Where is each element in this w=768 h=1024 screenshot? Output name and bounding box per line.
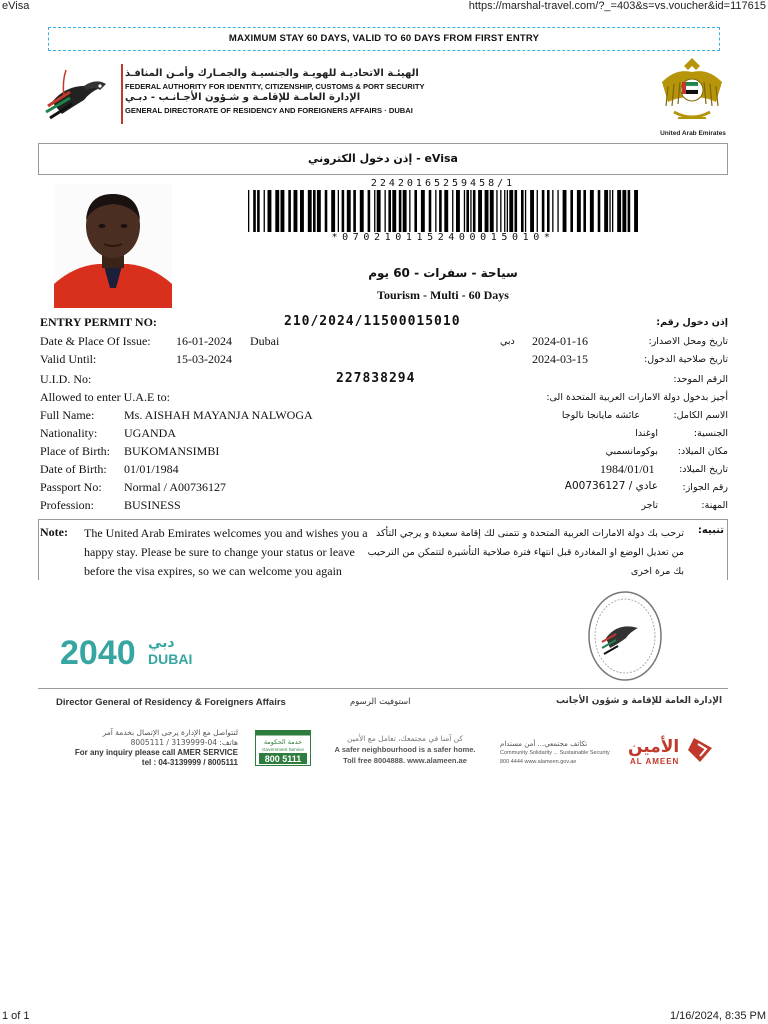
uid-number: 227838294 (336, 371, 416, 386)
page-count: 1 of 1 (2, 1010, 30, 1022)
al-ameen-logo (628, 734, 718, 766)
profession-label-ar: المهنة: (701, 500, 728, 511)
amer-contact-ar1: لتتواصل مع الإدارة يرجى الإتصال بخدمة آمر (102, 728, 238, 737)
barcode-bottom-number: *0702101152400015010* (331, 232, 555, 243)
dubai-2040-ar: دبي (148, 635, 175, 651)
ameen-tollfree: Toll free 8004888. www.alameen.ae (343, 756, 467, 765)
uae-emblem-icon (656, 52, 728, 132)
emblem-caption: United Arab Emirates (660, 130, 726, 137)
ameen-slogan-ar: كن آمنا في مجتمعك، تعامل مع الأمين (347, 734, 463, 743)
allowed-label: Allowed to enter U.A.E to: (40, 390, 170, 404)
uid-label: U.I.D. No: (40, 372, 92, 386)
entry-permit-label: ENTRY PERMIT NO: (40, 315, 157, 329)
directorate-name-ar: الإدارة العامـة للإقامـة و شـؤون الأجـانـب - دبـي (125, 92, 361, 103)
dob-label: Date of Birth: (40, 462, 107, 476)
date-of-birth-ar: 1984/01/01 (600, 462, 655, 476)
note-text: The United Arab Emirates welcomes you and wishes you a happy stay. Please be sure to change your status or leave before the visa expires, so we can welcome you again (84, 526, 368, 578)
government-service-logo (255, 730, 311, 766)
issue-date-ar: 2024-01-16 (532, 334, 588, 348)
profession-ar: تاجر (641, 500, 658, 511)
gs-en: Government Service (262, 747, 304, 752)
valid-label-ar: تاريخ صلاحية الدخول: (644, 354, 728, 365)
tab-title: eVisa (2, 0, 30, 12)
issue-place: Dubai (250, 334, 280, 348)
note-label-ar: تنبيه: (697, 525, 724, 536)
barcode-top-number: 22420165259458/1 (370, 178, 516, 189)
community-slogan-ar: تكاتف مجتمعي... أمن مستدام (500, 740, 588, 748)
directorate-name-footer-ar: الإدارة العامة للإقامة و شؤون الأجانب (556, 696, 723, 706)
authority-name-ar: الهيئـة الاتحاديـة للهويـة والجنسيـة والجمـارك وأمـن المنافـذ (125, 68, 419, 79)
signature-divider (38, 688, 728, 689)
ameen-slogan-en: A safer neighbourhood is a safer home. (334, 745, 476, 754)
entry-permit-number: 210/2024/11500015010 (284, 314, 461, 329)
pob-label: Place of Birth: (40, 444, 110, 458)
directorate-name-en: GENERAL DIRECTORATE OF RESIDENCY AND FOREIGNERS AFFAIRS · DUBAI (125, 106, 413, 115)
official-seal-stamp (586, 588, 664, 684)
logo-divider (121, 64, 123, 124)
valid-until-ar: 2024-03-15 (532, 352, 588, 366)
dubai-2040-logo (60, 630, 200, 670)
gs-ar: خدمة الحكومة (263, 738, 303, 746)
visa-type-ar: سياحة - سفرات - 60 يوم (368, 266, 518, 280)
dubai-2040-en: DUBAI (148, 651, 193, 667)
falcon-logo-icon (40, 62, 120, 126)
pob-label-ar: مكان الميلاد: (677, 446, 728, 457)
page-url[interactable]: https://marshal-travel.com/?_=403&s=vs.voucher&id=117615 (468, 0, 766, 12)
passport-label-ar: رقم الجواز: (682, 482, 728, 493)
passport-label: Passport No: (40, 480, 102, 494)
valid-label: Valid Until: (40, 352, 97, 366)
passport-photo (54, 184, 172, 308)
amer-contact (58, 728, 238, 768)
issue-place-ar: دبي (500, 336, 515, 347)
note-label: Note: (40, 525, 68, 539)
date-of-birth: 01/01/1984 (124, 462, 179, 476)
issue-label-ar: تاريخ ومحل الاصدار: (648, 336, 728, 347)
profession: BUSINESS (124, 498, 181, 512)
gs-number: 800 5111 (264, 754, 302, 764)
name-label-ar: الاسم الكامل: (673, 410, 728, 421)
name-label: Full Name: (40, 408, 95, 422)
authority-name (125, 68, 425, 115)
entry-permit-label-ar: إذن دخول رقم: (656, 317, 728, 328)
nationality-label-ar: الجنسية: (693, 428, 728, 439)
nationality-label: Nationality: (40, 426, 98, 440)
dob-label-ar: تاريخ الميلاد: (679, 464, 728, 475)
ameen-slogan (325, 733, 485, 766)
uid-label-ar: الرقم الموحد: (673, 374, 728, 385)
note-text-ar: ترحب بك دولة الامارات العربية المتحدة و تتمنى لك إقامة سعيدة و يرجي التأكد من تعديل الوضع او المغادرة قبل انتهاء فترة صلاحية التأشيرة لتتمكن من الترحيب بك مرة اخرى (367, 528, 684, 577)
visa-type-en: Tourism - Multi - 60 Days (377, 288, 509, 302)
print-time: 1/16/2024, 8:35 PM (669, 1010, 766, 1022)
max-stay-banner: MAXIMUM STAY 60 DAYS, VALID TO 60 DAYS FROM FIRST ENTRY (48, 27, 720, 51)
allowed-label-ar: أجيز بدخول دولة الامارات العربية المتحدة الى: (546, 392, 728, 403)
al-ameen-en: AL AMEEN (630, 757, 680, 766)
full-name: Ms. AISHAH MAYANJA NALWOGA (124, 408, 313, 422)
valid-until: 15-03-2024 (176, 352, 232, 366)
passport-number-ar: عادي / A00736127 (564, 480, 658, 492)
nationality-ar: اوغندا (635, 428, 658, 439)
evisa-title: إذن دخول الكتروني - eVisa (38, 143, 728, 175)
amer-contact-en2: tel : 04-3139999 / 8005111 (141, 758, 238, 767)
amer-contact-en1: For any inquiry please call AMER SERVICE (74, 748, 238, 757)
dubai-2040-number: 2040 (60, 634, 136, 670)
passport-number: Normal / A00736127 (124, 480, 226, 494)
issue-label: Date & Place Of Issue: (40, 334, 151, 348)
barcode (248, 190, 638, 232)
fees-paid-text: استوفيت الرسوم (350, 697, 411, 707)
print-header (0, 0, 768, 14)
community-contact: 800 4444 www.alameen.gov.ae (500, 759, 577, 765)
community-slogan-en: Community Solidarity ... Sustainable Security (500, 750, 610, 756)
al-ameen-ar: الأمين (628, 737, 680, 757)
authority-name-en: FEDERAL AUTHORITY FOR IDENTITY, CITIZENSHIP, CUSTOMS & PORT SECURITY (125, 82, 425, 91)
amer-contact-ar2: هاتف: 04-3139999 / 8005111 (130, 738, 238, 747)
director-general-title: Director General of Residency & Foreigners Affairs (56, 697, 286, 708)
full-name-ar: عائشه مايانجا نالوجا (561, 410, 640, 421)
profession-label: Profession: (40, 498, 94, 512)
community-slogan (500, 740, 615, 767)
nationality: UGANDA (124, 426, 176, 440)
place-of-birth: BUKOMANSIMBI (124, 444, 220, 458)
issue-date: 16-01-2024 (176, 334, 232, 348)
place-of-birth-ar: بوكومانسمبي (605, 446, 658, 457)
